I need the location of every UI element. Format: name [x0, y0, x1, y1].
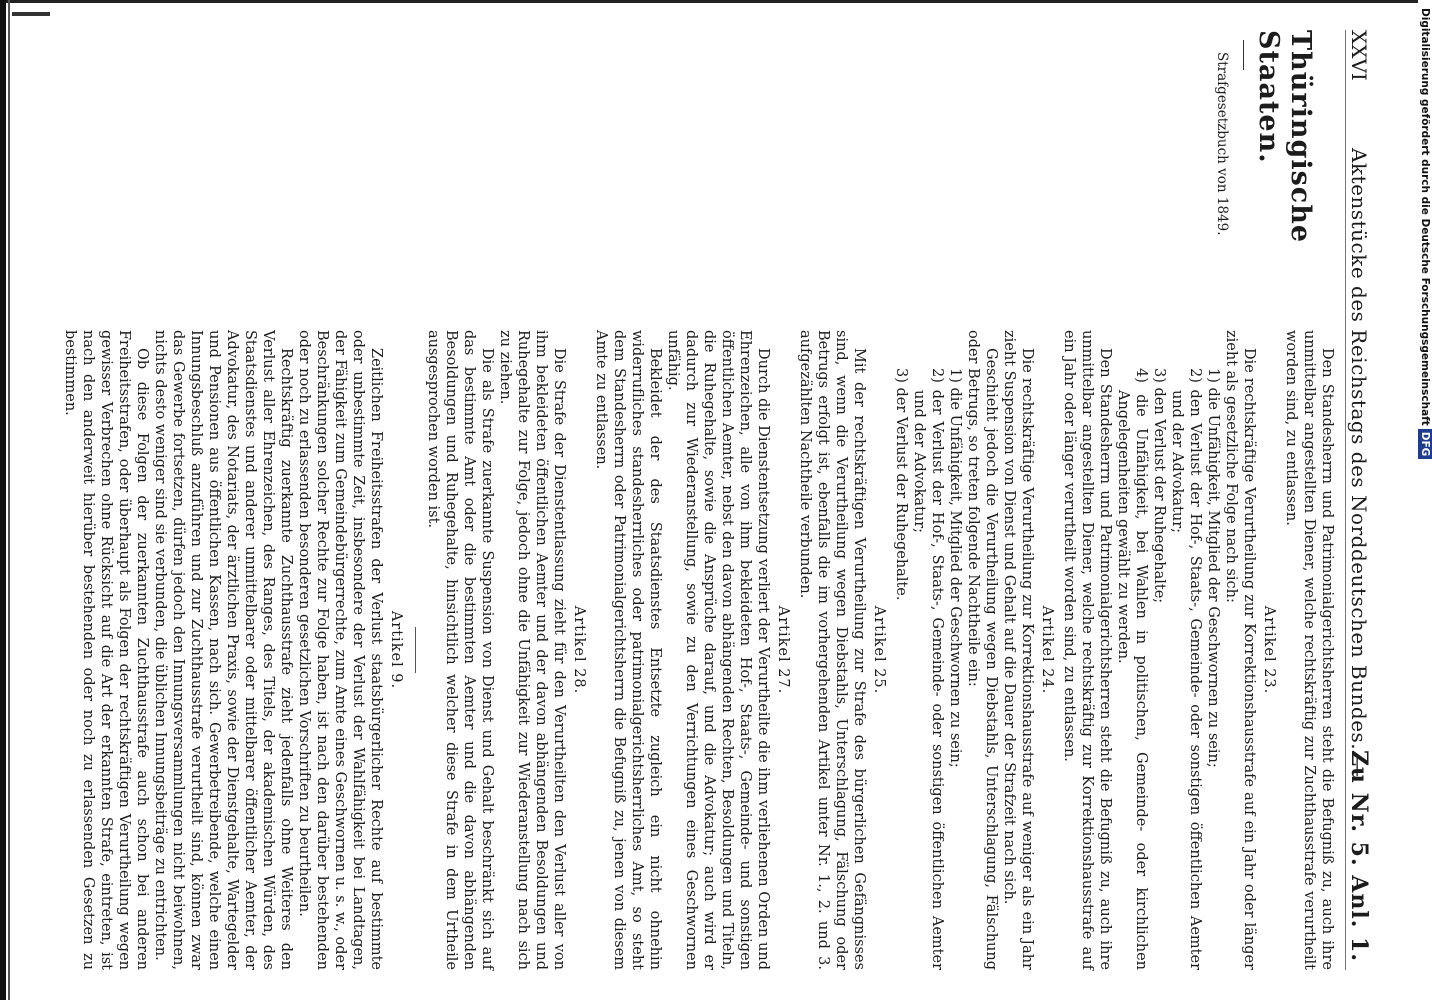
article-24-item: 2) der Verlust der Hof-, Staats-, Gemeinde- oder sonstigen öffentlichen Aemter und der Advokatur;	[911, 368, 945, 970]
article-27-heading: Artikel 27.	[775, 605, 791, 695]
separator-rule	[415, 627, 416, 673]
article-9-text: Zeitlichen Freiheitsstrafen der Verlust staatsbürgerlicher Rechte auf bestimmte oder unbestimmte Zeit, insbesondere der Verlust der Wahlfähigkeit bei Landtagen, der Fähigkeit zum Gemeindebürgerrechte, zum Amte eines Geschwornen u. s. w., oder Beschränkungen solcher Rechte zur Folge haben, ist nach den darüber bestehenden oder noch zu erlassenden besonderen gesetzlichen Vorschriften zu beurtheilen.	[296, 330, 384, 970]
article-23-item: 2) den Verlust der Hof-, Staats-, Gemeinde- oder sonstigen öffentlichen Aemter und der Advokatur;	[1169, 368, 1203, 970]
rotated-document-page	[42, 30, 1372, 970]
article-27-text-2: Bekleidet der des Staatsdienstes Entsetzte zugleich ein nicht ohnehin widerrufliches standesherrliches oder patrimonialgerichtsherrliches Amt, so steht dem Standesherrn oder Patrimonialgerichtsherrn die Befugniß zu, jenen von diesem Amte zu entlassen.	[593, 330, 663, 970]
left-column	[1213, 30, 1316, 310]
article-9-text-2: Rechtskräftig zuerkannte Zuchthausstrafe zieht jedenfalls ohne Weiteres den Verlust aller Ehrenzeichen, des Ranges, des Titels, der akademischen Würden, des Staatsdienstes und anderer unmittelbarer oder mittelbarer öffentlicher Aemter, der Advokatur, des Notariats, der ärztlichen Praxis, sowie der Dienstgehalte, Wartegelder und Pensionen aus öffentlichen Kassen, nach sich. Gewerbetreibende, welche einen Innungsbeschluß anzuführen und zur Zuchthausstrafe verurtheilt sind, können zwar das Gewerbe fortsetzen, dürfen jedoch den Innungsversammlungen nicht beiwohnen, nichts desto weniger sind sie verbunden, die üblichen Innungsbeiträge zu entrichten.	[152, 330, 294, 970]
right-column	[61, 330, 1336, 970]
running-title: Aktenstücke des Reichstags des Norddeutschen Bundes. —	[1347, 148, 1371, 778]
article-9-text-3: Ob diese Folgen der zuerkannten Zuchthausstrafe auch schon bei anderen Freiheitsstrafen, oder überhaupt als Folgen der rechtskräftigen Verurtheilung wegen gewisser Verbrechen ohne Rücksicht auf die Art der erkannten Strafe, eintreten, ist nach den anderweit hierüber bestehenden oder noch zu erlassenden Gesetzen zu bestimmen.	[62, 330, 150, 970]
scan-mark	[12, 12, 50, 16]
dfg-logo: DFG	[1418, 429, 1432, 460]
article-28-text: Die Strafe der Dienstentlassung zieht für den Verurtheilten den Verlust aller von ihm bekleideten öffentlichen Aemter und der davon abhängenden Besoldungen und Ruhegehalte zur Folge, jedoch ohne die Unfähigkeit zur Wiederanstellung nach sich zu ziehen.	[497, 330, 567, 970]
credit-text: Digitalisierung gefördert durch die Deutsche Forschungsgemeinschaft	[1419, 8, 1431, 426]
scan-edge-left	[0, 0, 6, 1000]
article-24-heading: Artikel 24.	[1039, 605, 1055, 695]
running-head	[1345, 30, 1372, 970]
source-note: Strafgesetzbuch von 1849.	[1214, 52, 1230, 236]
article-27-text: Durch die Dienstentsetzung verliert der Verurtheilte die ihm verliehenen Orden und Ehrenzeichen, alle von ihm bekleideten Hof-, Staats-, Gemeinde- und sonstigen öffentlichen Aemter, nebst den davon abhängenden Rechten, Besoldungen und Titeln, die Ruhegehalte, sowie die Ansprüche darauf, und die Advokatur; auch wird er dadurch zur Wiederanstellung, sowie zu den Verrichtungen eines Geschwornen unfähig.	[665, 330, 771, 970]
article-23-item: 1) die Unfähigkeit, Mitglied der Geschwornen zu sein;	[1205, 368, 1221, 768]
article-9-heading: Artikel 9.	[388, 610, 404, 690]
article-28-text-2: Die als Strafe zuerkannte Suspension von Dienst und Gehalt beschränkt sich auf das bestimmte Amt oder die bestimmten Aemter und die davon abhängenden Besoldungen und Ruhegehalte, hinsichtlich welcher diese Strafe in dem Urtheile ausgesprochen worden ist.	[425, 330, 495, 970]
article-23-lead: Die rechtskräftige Verurtheilung zur Korrektionshausstrafe auf ein Jahr oder länger zieht als gesetzliche Folge nach sich:	[1223, 330, 1257, 970]
article-23-heading: Artikel 23.	[1261, 605, 1277, 695]
intro-paragraph: Den Standesherrn und Patrimonialgerichtsherren steht die Befugniß zu, auch ihre unmittelbar angestellten Diener, welche rechtskräftig zur Zuchthausstrafe verurtheilt worden sind, zu entlassen.	[1283, 330, 1335, 970]
digitization-sidebar	[1418, 0, 1432, 1000]
article-23-item: 4) die Unfähigkeit, bei Wahlen in politischen, Gemeinde- oder kirchlichen Angelegenheiten gewählt zu werden.	[1115, 368, 1149, 970]
article-24-text: Geschieht jedoch die Verurtheilung wegen Diebstahls, Unterschlagung, Fälschung oder Betrugs, so treten folgende Nachtheile ein:	[965, 330, 999, 970]
article-24-item: 1) die Unfähigkeit, Mitglied der Geschwornen zu sein;	[947, 368, 963, 768]
article-23-tail: Den Standesherrn und Patrimonialgerichtsherren steht die Befugniß zu, auch ihre unmittelbar angestellten Diener, welche rechtskräftig zur Korrektionshausstrafe auf ein Jahr oder länger verurtheilt worden sind, zu entlassen.	[1061, 330, 1113, 970]
article-25-heading: Artikel 25.	[871, 605, 887, 695]
scan-edge-line	[8, 0, 10, 1000]
article-28-heading: Artikel 28.	[571, 605, 587, 695]
article-24-item: 3) der Verlust der Ruhegehalte.	[893, 368, 909, 601]
scan-edge-top	[0, 0, 1432, 3]
page-number: XXVI	[1347, 30, 1371, 81]
article-23-item: 3) den Verlust der Ruhegehalte;	[1151, 368, 1167, 604]
running-issue: Zu Nr. 5. Anl. 1.	[1346, 749, 1372, 962]
section-rule	[1243, 40, 1244, 70]
article-24-lead: Die rechtskräftige Verurtheilung zur Korrektionshausstrafe auf weniger als ein Jahr zieht Suspension von Dienst und Gehalt auf die Dauer der Strafzeit nach sich.	[1001, 330, 1035, 970]
article-25-text: Mit der rechtskräftigen Verurtheilung zur Strafe des bürgerlichen Gefängnisses sind, wenn die Verurtheilung wegen Diebstahls, Unterschlagung, Fälschung oder Betrugs erfolgt ist, ebenfalls die im vorhergehenden Artikel unter Nr. 1., 2. und 3. aufgezählten Nachtheile verbunden.	[797, 330, 867, 970]
section-title: Thüringische Staaten.	[1253, 30, 1316, 244]
sidebar-credit-line	[1418, 8, 1432, 528]
